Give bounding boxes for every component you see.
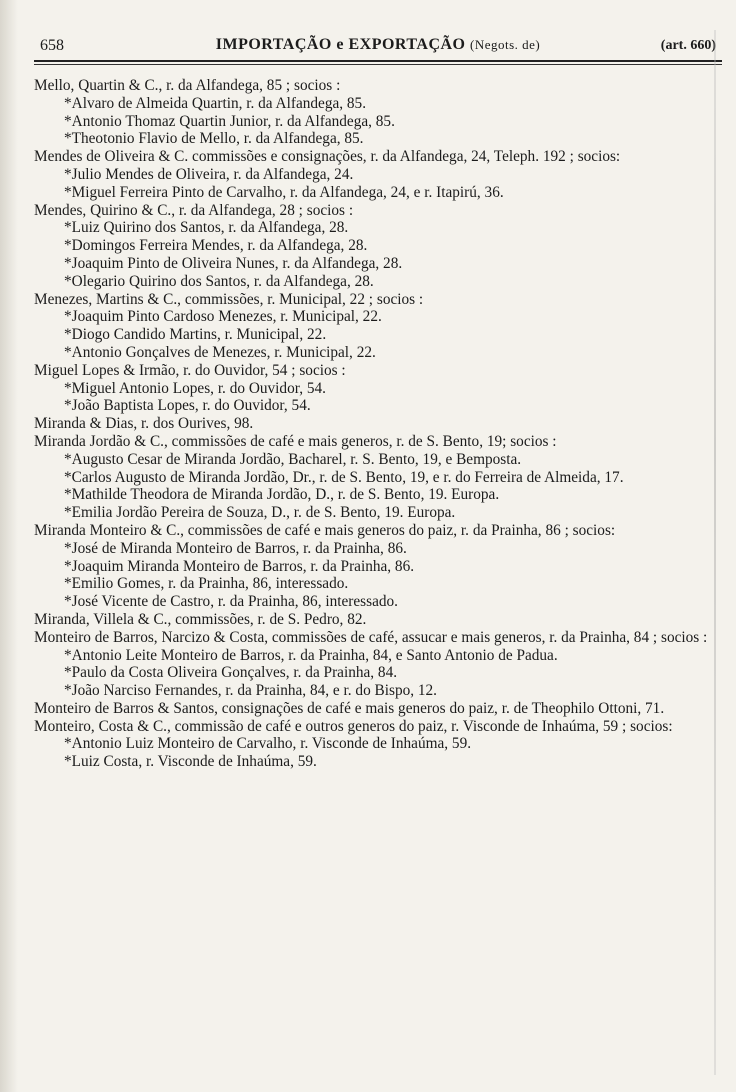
partner-entry: *Miguel Ferreira Pinto de Carvalho, r. da Alfandega, 24, e r. Itapirú, 36.: [64, 183, 504, 201]
partner-entry: *Olegario Quirino dos Santos, r. da Alfandega, 28.: [64, 272, 374, 290]
firm-entry: Monteiro, Costa & C., commissão de café e outros generos do paiz, r. Visconde de Inhaúma, 59 ; socios:: [34, 717, 673, 735]
partner-entry: *Theotonio Flavio de Mello, r. da Alfandega, 85.: [64, 130, 364, 148]
firm-entry: Miguel Lopes & Irmão, r. do Ouvidor, 54 ; socios :: [34, 361, 346, 379]
partner-entry: *Joaquim Pinto de Oliveira Nunes, r. da Alfandega, 28.: [64, 254, 403, 272]
title-sub: (Negots. de): [470, 37, 541, 52]
partner-entry: *João Narciso Fernandes, r. da Prainha, 84, e r. do Bispo, 12.: [64, 682, 438, 700]
title-main: IMPORTAÇÃO e EXPORTAÇÃO: [215, 36, 466, 53]
firm-entry: Miranda, Villela & C., commissões, r. de S. Pedro, 82.: [34, 610, 367, 628]
partner-entry: *José de Miranda Monteiro de Barros, r. da Prainha, 86.: [64, 539, 407, 557]
partner-entry: *Emilia Jordão Pereira de Souza, D., r. de S. Bento, 19. Europa.: [64, 504, 456, 522]
directory-entries: [34, 77, 722, 771]
firm-entry: Mendes de Oliveira & C. commissões e consignações, r. da Alfandega, 24, Teleph. 192 ; socios:: [34, 148, 621, 166]
page-title: [34, 36, 722, 54]
partner-entry: *Luiz Costa, r. Visconde de Inhaúma, 59.: [64, 753, 317, 771]
partner-entry: *Luiz Quirino dos Santos, r. da Alfandega, 28.: [64, 219, 349, 237]
partner-entry: *Paulo da Costa Oliveira Gonçalves, r. da Prainha, 84.: [64, 664, 398, 682]
partner-entry: *Domingos Ferreira Mendes, r. da Alfandega, 28.: [64, 237, 368, 255]
page-number: 658: [40, 37, 64, 54]
partner-entry: *Carlos Augusto de Miranda Jordão, Dr., r. de S. Bento, 19, e r. do Ferreira de Almeida, 17.: [64, 468, 624, 486]
document-page: [34, 30, 722, 1075]
firm-entry: Mello, Quartin & C., r. da Alfandega, 85 ; socios :: [34, 77, 341, 94]
partner-entry: *Mathilde Theodora de Miranda Jordão, D., r. de S. Bento, 19. Europa.: [64, 486, 500, 504]
page-margin-line: [714, 30, 716, 1075]
firm-entry: Miranda Monteiro & C., commissões de café e mais generos do paiz, r. da Prainha, 86 ; socios:: [34, 521, 616, 539]
firm-entry: Mendes, Quirino & C., r. da Alfandega, 28 ; socios :: [34, 201, 354, 219]
partner-entry: *Antonio Luiz Monteiro de Carvalho, r. Visconde de Inhaúma, 59.: [64, 735, 472, 753]
partner-entry: *Joaquim Pinto Cardoso Menezes, r. Municipal, 22.: [64, 308, 382, 326]
page-header: [34, 30, 722, 62]
partner-entry: *João Baptista Lopes, r. do Ouvidor, 54.: [64, 397, 311, 415]
partner-entry: *Augusto Cesar de Miranda Jordão, Bacharel, r. S. Bento, 19, e Bemposta.: [64, 450, 522, 468]
partner-entry: *Alvaro de Almeida Quartin, r. da Alfandega, 85.: [64, 94, 367, 112]
partner-entry: *Miguel Antonio Lopes, r. do Ouvidor, 54.: [64, 379, 326, 397]
partner-entry: *Julio Mendes de Oliveira, r. da Alfandega, 24.: [64, 165, 354, 183]
partner-entry: *Antonio Leite Monteiro de Barros, r. da Prainha, 84, e Santo Antonio de Padua.: [64, 646, 558, 664]
partner-entry: *Antonio Thomaz Quartin Junior, r. da Alfandega, 85.: [64, 112, 395, 130]
partner-entry: *José Vicente de Castro, r. da Prainha, 86, interessado.: [64, 593, 398, 611]
article-reference: (art. 660): [660, 38, 716, 53]
partner-entry: *Joaquim Miranda Monteiro de Barros, r. da Prainha, 86.: [64, 557, 415, 575]
partner-entry: *Diogo Candido Martins, r. Municipal, 22.: [64, 326, 327, 344]
page-edge-shadow: [0, 0, 18, 1092]
firm-entry: Menezes, Martins & C., commissões, r. Municipal, 22 ; socios :: [34, 290, 424, 308]
firm-entry: Monteiro de Barros & Santos, consignações de café e mais generos do paiz, r. de Theophilo Ottoni, 71.: [34, 699, 665, 717]
firm-entry: Monteiro de Barros, Narcizo & Costa, commissões de café, assucar e mais generos, r. da Prainha, 84 ; socios :: [34, 628, 708, 646]
partner-entry: *Emilio Gomes, r. da Prainha, 86, interessado.: [64, 575, 349, 593]
firm-entry: Miranda Jordão & C., commissões de café e mais generos, r. de S. Bento, 19; socios :: [34, 432, 557, 450]
partner-entry: *Antonio Gonçalves de Menezes, r. Municipal, 22.: [64, 343, 376, 361]
firm-entry: Miranda & Dias, r. dos Ourives, 98.: [34, 415, 254, 433]
header-rule: [34, 64, 722, 65]
